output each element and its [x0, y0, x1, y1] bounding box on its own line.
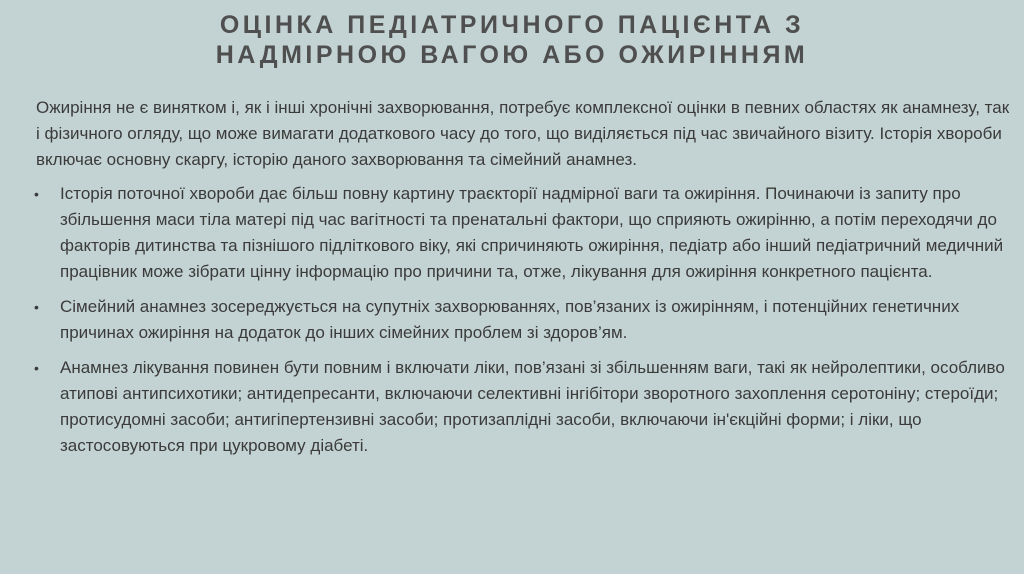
bullet-icon: • — [34, 299, 39, 315]
bullet-text: Анамнез лікування повинен бути повним і включати ліки, пов’язані зі збільшенням ваги, такі як нейролептики, особливо атипові антипсихотики; антидепресанти, включаючи селективні інгібітори зворотного захоплення серотоніну; стероїди; протисудомні засоби; антигіпертензивні засоби; протизаплідні засоби, включаючи ін'єкційні форми; і ліки, що застосовуються при цукровому діабеті. — [60, 358, 1005, 455]
intro-paragraph: Ожиріння не є винятком і, як і інші хронічні захворювання, потребує комплексної оцінки в певних областях як анамнезу, так і фізичного огляду, що може вимагати додаткового часу до того, що виділяється під час звичайного візиту. Історія хвороби включає основну скаргу, історію даного захворювання та сімейний анамнез. — [36, 98, 1010, 169]
bullet-item — [34, 181, 1011, 285]
bullet-item — [34, 355, 1011, 459]
bullet-text: Історія поточної хвороби дає більш повну картину траєкторії надмірної ваги та ожиріння. Починаючи із запиту про збільшення маси тіла матері під час вагітності та пренатальні фактори, що сприяють ожирінню, а потім переходячи до факторів дитинства та пізнішого підліткового віку, які спричиняють ожиріння, педіатр або інший педіатричний медичний працівник може зібрати цінну інформацію про причини та, отже, лікування для ожиріння конкретного пацієнта. — [60, 184, 1004, 281]
slide-title-line-2: НАДМІРНОЮ ВАГОЮ АБО ОЖИРІННЯМ — [215, 41, 809, 69]
bullet-list — [36, 181, 1011, 459]
slide-title — [0, 10, 1024, 70]
bullet-text: Сімейний анамнез зосереджується на супутніх захворюваннях, пов’язаних із ожирінням, і потенційних генетичних причинах ожиріння на додаток до інших сімейних проблем зі здоров’ям. — [60, 297, 960, 342]
bullet-item — [34, 294, 1011, 346]
slide-body — [36, 95, 1011, 468]
bullet-icon: • — [34, 360, 39, 376]
bullet-icon: • — [34, 186, 39, 202]
slide-title-line-1: ОЦІНКА ПЕДІАТРИЧНОГО ПАЦІЄНТА З — [219, 11, 805, 39]
